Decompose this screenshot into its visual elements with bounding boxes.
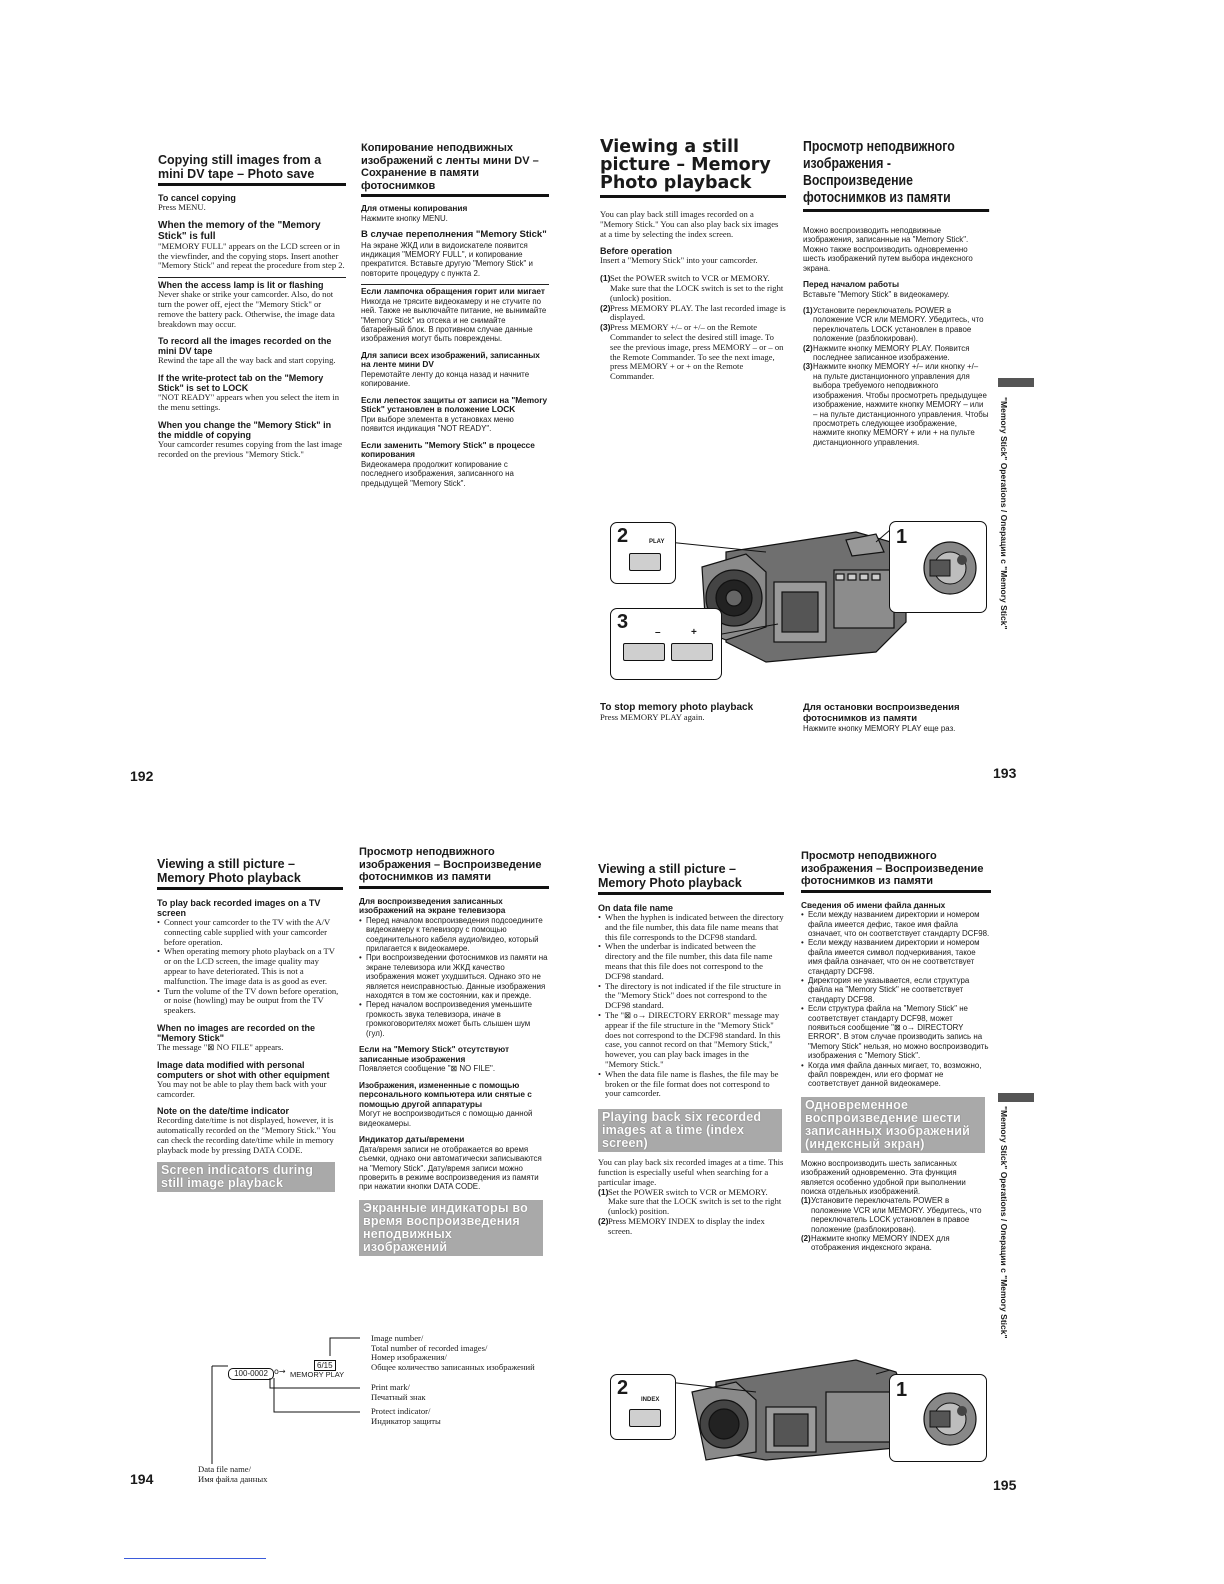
p194-en-date-text: Recording date/time is not displayed, however, it is automatically recorded on the "Memory Stick." You can check the recording date/time while in memory playback mode by pressing DATA CODE. [157, 1115, 336, 1155]
p195-en-column [598, 862, 784, 1237]
p192-ru-access-text: Никогда не трясите видеокамеру и не стучите по ней. Также не выключайте питание, не вынимайте "Memory Stick" из отсека и не снимайте батарейный блок. В противном случае данные изображения могут быть повреждены. [361, 296, 547, 344]
p193-ru-stop-text: Нажмите кнопку MEMORY PLAY еще раз. [803, 724, 956, 733]
p195-ru-title: Просмотр неподвижного изображения – Воспроизведение фотоснимков из памяти [801, 850, 991, 893]
play-label: PLAY [649, 539, 665, 545]
memory-index-button[interactable] [629, 1409, 661, 1427]
p194-ru-tv-list [359, 916, 549, 1038]
p194-en-tv-list [157, 918, 343, 1016]
p192-en-cancel-text: Press MENU. [158, 202, 206, 212]
p192-ru-change-heading: Если заменить "Memory Stick" в процессе копирования [361, 439, 535, 460]
caption-image-number: Image number/ Total number of recorded images/ Номер изображения/ Общее количество записанных изображений [371, 1333, 535, 1372]
memory-minus-button[interactable] [623, 643, 665, 661]
page-number-193: 193 [993, 765, 1017, 781]
p194-en-noimg-heading: When no images are recorded on the "Memory Stick" [157, 1022, 316, 1043]
p193-en-before-heading: Before operation [600, 246, 673, 257]
p193-ru-column [803, 138, 989, 447]
protect-key-icon: o→ [274, 1367, 286, 1376]
p193-en-before-text: Insert a "Memory Stick" into your camcorder. [600, 255, 758, 266]
p192-en-change-heading: When you change the "Memory Stick" in the middle of copying [158, 419, 332, 440]
step-item: (2) Нажмите кнопку MEMORY INDEX для отображения индексного экрана. [801, 1234, 950, 1253]
step-item: (2) Нажмите кнопку MEMORY PLAY. Появится последнее записанное изображение. [803, 343, 970, 363]
p194-ru-mod-text: Могут не воспроизводиться с помощью данной видеокамеры. [359, 1109, 533, 1128]
p193-en-stop [600, 703, 786, 723]
callout-step-3 [610, 608, 722, 680]
p194-en-date-heading: Note on the date/time indicator [157, 1106, 290, 1117]
p193-ru-title: Просмотр неподвижного изображения - Воспроизведение фотоснимков из памяти [803, 138, 989, 212]
p195-ru-steps [801, 1196, 991, 1252]
page-number-194: 194 [130, 1471, 154, 1487]
mode-indicator: MEMORY PLAY [290, 1370, 345, 1379]
p193-ru-stop [803, 703, 989, 733]
p193-en-stop-heading: To stop memory photo playback [600, 702, 754, 713]
caption-print-mark: Print mark/ Печатный знак [371, 1382, 426, 1402]
p194-en-mod-text: You may not be able to play them back with your camcorder. [157, 1078, 327, 1099]
p194-ru-date-heading: Индикатор даты/времени [359, 1134, 465, 1145]
p193-en-steps [600, 274, 786, 382]
p192-en-title: Copying still images from a mini DV tape – Photo save [158, 153, 346, 186]
step-item: (1) Установите переключатель POWER в положение VCR или MEMORY. Убедитесь, что переключатель LOCK установлен в правое положение (разблокирован). [801, 1196, 982, 1234]
p195-ru-column [801, 850, 991, 1253]
list-item: • Если между названием директории и номером файла имеется дефис, такое имя файла означает, что он соответствует стандарту DCF98. [801, 910, 991, 938]
p192-en-cancel-heading: To cancel copying [158, 193, 236, 203]
p194-ru-mod-heading: Изображения, измененные с помощью персонального компьютера или снятые с помощью другой аппаратуры [359, 1079, 532, 1109]
p193-ru-intro: Можно воспроизводить неподвижные изображения, записанные на "Memory Stick". Можно также воспроизводить одновременно шесть изображений путем выбора индексного экрана. [803, 226, 973, 273]
camcorder-body [702, 532, 906, 662]
list-item: • Если между названием директории и номером файла имеется символ подчеркивания, такое имя файла означает, что он не соответствует стандарту DCF98. [801, 938, 991, 976]
p194-ru-noimg-text: Появляется сообщение "⊠ NO FILE". [359, 1064, 496, 1074]
p192-en-record-text: Rewind the tape all the way back and start copying. [158, 355, 336, 366]
plus-label: + [691, 627, 697, 638]
p192-ru-record-text: Перемотайте ленту до конца назад и начните копирование. [361, 369, 530, 389]
callout-step-2-index [610, 1374, 676, 1440]
p192-en-access-text: Never shake or strike your camcorder. Also, do not turn the power off, eject the "Memory Stick" or remove the battery pack. Otherwise, the image data breakdown may occur. [158, 289, 335, 329]
callout-number: 1 [896, 526, 908, 548]
p194-en-noimg-text: The message "⊠ NO FILE" appears. [157, 1041, 284, 1052]
p192-ru-access-heading: Если лампочка обращения горит или мигает [361, 284, 549, 297]
list-item: • Connect your camcorder to the TV with the A/V connecting cable supplied with your camcorder before operation. [157, 918, 343, 947]
p192-ru-cancel-heading: Для отмены копирования [361, 203, 468, 213]
p194-en-tv-heading: To play back recorded images on a TV screen [157, 898, 321, 918]
list-item: • Директория не указывается, если структура файла на "Memory Stick" не соответствует стандарту DCF98. [801, 976, 991, 1004]
minus-label: – [655, 627, 661, 638]
p195-ru-index-text: Можно воспроизводить шесть записанных изображений одновременно. Эта функция является особенно удобной при выполнении поиска отдельных изображений. [801, 1158, 966, 1197]
list-item: • When the hyphen is indicated between the directory and the file number, this data file name means that this file corresponds to the DCF98 standard. [598, 913, 784, 942]
list-item: • When the data file name is flashes, the file may be broken or the file format does not correspond to your camcorder. [598, 1070, 784, 1099]
callout-number: 2 [617, 525, 629, 547]
section-tab [998, 1093, 1034, 1102]
p192-en-full-text: "MEMORY FULL" appears on the LCD screen or in the viewfinder, and the copying stops. Insert another "Memory Stick" and repeat the procedure from step 2. [158, 240, 345, 271]
p193-en-stop-text: Press MEMORY PLAY again. [600, 712, 705, 722]
p192-ru-change-text: Видеокамера продолжит копирование с последнего изображения, записанного на предыдущей "Memory Stick". [361, 459, 514, 488]
list-item: • Когда имя файла данных мигает, то, возможно, файл поврежден, или его формат не соответствует данной видеокамере. [801, 1061, 991, 1089]
p195-en-steps [598, 1188, 784, 1237]
p195-ru-df-heading: Сведения об имени файла данных [801, 899, 946, 910]
p192-en-record-heading: To record all the images recorded on the mini DV tape [158, 336, 332, 357]
p195-en-index-text: You can play back six recorded images at a time. This function is especially useful when searching for a particular image. [598, 1157, 784, 1187]
page-number-195: 195 [993, 1477, 1017, 1493]
p192-ru-protect-heading: Если лепесток защиты от записи на "Memory Stick" установлен в положение LOCK [361, 394, 548, 415]
list-item: • При воспроизведении фотоснимков из памяти на экране телевизора или ЖКД качество изображения может ухудшиться. Однако это не является неисправностью. Данные изображения находятся в том же состоянии, как и прежде. [359, 953, 549, 1000]
p192-en-column [158, 153, 346, 459]
p194-en-mod-heading: Image data modified with personal computers or shot with other equipment [157, 1059, 330, 1080]
p192-ru-full-heading: В случае переполнения "Memory Stick" [361, 229, 547, 240]
memory-plus-button[interactable] [671, 643, 713, 661]
list-item: • When the underbar is indicated between the directory and the file number, this data file name means that this file does not correspond to the DCF98 standard. [598, 942, 784, 981]
p192-ru-full-text: На экране ЖКД или в видоискателе появится индикация "MEMORY FULL", и копирование прекратится. Вставьте другую "Memory Stick" и повторите процедуру с пункта 2. [361, 240, 533, 278]
p194-en-column [157, 857, 343, 1192]
p195-en-df-list [598, 913, 784, 1099]
p192-en-access-heading: When the access lamp is lit or flashing [158, 277, 346, 290]
list-item: • Перед началом воспроизведения подсоедините видеокамеру к телевизору с помощью соединительного кабеля аудио/видео, который прилагается к видеокамере. [359, 916, 549, 954]
p193-en-title: Viewing a still picture – Memory Photo playback [600, 138, 786, 198]
caption-data-file-name: Data file name/ Имя файла данных [198, 1464, 268, 1484]
page-number-192: 192 [130, 768, 154, 784]
list-item: • When operating memory photo playback on a TV or on the LCD screen, the image quality may appear to have deteriorated. This is not a malfunction. The image data is as good as ever. [157, 947, 343, 986]
callout-step-1-index [889, 1374, 987, 1462]
step-item: (1) Установите переключатель POWER в положение VCR или MEMORY. Убедитесь, что переключатель LOCK установлен в правое положение (разблокирован). [803, 306, 984, 344]
step-item: (3) Нажмите кнопку MEMORY +/– или кнопку +/– на пульте дистанционного управления для выбора требуемого неподвижного изображения. Чтобы просмотреть предыдущее изображение, нажмите кнопку MEMORY – или – на пульте дистанционного управления. Чтобы просмотреть следующее изображение, нажмите кнопку MEMORY + или + на пульте дистанционного управления. [803, 362, 989, 447]
callout-step-2 [610, 522, 676, 584]
p192-ru-title: Копирование неподвижных изображений с ленты мини DV – Сохранение в памяти фотоснимков [361, 142, 549, 197]
step-item: (2) Press MEMORY INDEX to display the index screen. [598, 1215, 765, 1236]
p194-ru-title: Просмотр неподвижного изображения – Воспроизведение фотоснимков из памяти [359, 846, 549, 889]
screen-indicator-leader-lines [200, 1330, 380, 1470]
p194-ru-date-text: Дата/время записи не отображается во время съемки, однако они автоматически записываются на "Memory Stick". Дату/время записи можно проверить в режиме воспроизведения из памяти при нажатии кнопки DATA CODE. [359, 1144, 542, 1192]
p192-en-full-heading: When the memory of the "Memory Stick" is full [158, 219, 321, 242]
p194-ru-section-band: Экранные индикаторы во время воспроизведения неподвижных изображений [359, 1200, 543, 1256]
callout-step-1 [889, 521, 987, 613]
p192-ru-protect-text: При выборе элемента в установках меню появится индикация "NOT READY". [361, 414, 514, 434]
caption-protect-indicator: Protect indicator/ Индикатор защиты [371, 1406, 441, 1426]
memory-play-button[interactable] [629, 553, 661, 571]
p193-ru-steps [803, 306, 989, 447]
p194-en-title: Viewing a still picture – Memory Photo playback [157, 857, 343, 890]
list-item: • Если структура файла на "Memory Stick" не соответствует стандарту DCF98, может появиться сообщение "⊠ o→ DIRECTORY ERROR". В этом случае производить запись на "Memory Stick" нельзя, но можно воспроизводить изображения с "Memory Stick". [801, 1004, 991, 1060]
p193-side-label: "Memory Stick" Operations / Операции с "Memory Stick" [999, 397, 1009, 630]
index-label: INDEX [641, 1397, 660, 1403]
callout-number: 2 [617, 1377, 629, 1399]
power-switch-icon [918, 530, 980, 606]
list-item: • Turn the volume of the TV down before operation, or noise (howling) may be output from the TV speakers. [157, 987, 343, 1016]
p195-side-label: "Memory Stick" Operations / Операции с "Memory Stick" [999, 1106, 1009, 1339]
p193-ru-before-heading: Перед началом работы [803, 279, 900, 290]
p193-en-intro: You can play back still images recorded on a "Memory Stick." You can also play back six images at a time by selecting the index screen. [600, 209, 779, 239]
p192-ru-column [361, 142, 549, 488]
callout-number: 1 [896, 1379, 908, 1401]
step-item: (2) Press MEMORY PLAY. The last recorded image is displayed. [600, 302, 786, 323]
p192-en-protect-text: "NOT READY" appears when you select the item in the menu settings. [158, 392, 340, 412]
p195-ru-df-list [801, 910, 991, 1089]
section-tab [998, 378, 1034, 387]
list-item: • The directory is not indicated if the file structure in the "Memory Stick" does not correspond to the DCF98 standard. [598, 982, 784, 1011]
step-item: (1) Set the POWER switch to VCR or MEMORY. Make sure that the LOCK switch is set to the right (unlock) position. [598, 1186, 782, 1217]
step-item: (1) Set the POWER switch to VCR or MEMORY. Make sure that the LOCK switch is set to the right (unlock) position. [600, 273, 784, 303]
power-switch-icon [918, 1381, 980, 1457]
step-item: (3) Press MEMORY +/– or +/– on the Remote Commander to select the desired still image. To see the previous image, press MEMORY – or – on the Remote Commander. To see the next image, press MEMORY + or + on the Remote Commander. [600, 322, 784, 382]
p192-en-change-text: Your camcorder resumes copying from the last image recorded on the previous "Memory Stick." [158, 438, 343, 459]
p192-ru-record-heading: Для записи всех изображений, записанных на ленте мини DV [361, 349, 540, 370]
p193-en-column [600, 138, 786, 382]
file-name-indicator: 100-0002 [228, 1368, 274, 1380]
p193-ru-stop-heading: Для остановки воспроизведения фотоснимков из памяти [803, 702, 960, 724]
p194-ru-column [359, 846, 549, 1256]
p195-ru-section-band: Одновременное воспроизведение шести записанных изображений (индексный экран) [801, 1097, 985, 1153]
footer-rule [124, 1558, 266, 1559]
p195-en-section-band: Playing back six recorded images at a time (index screen) [598, 1109, 782, 1152]
p194-ru-noimg-heading: Если на "Memory Stick" отсутствуют записанные изображения [359, 1043, 510, 1064]
p192-ru-cancel-text: Нажмите кнопку MENU. [361, 213, 448, 223]
p192-en-protect-heading: If the write-protect tab on the "Memory Stick" is set to LOCK [158, 373, 324, 394]
p194-ru-tv-heading: Для воспроизведения записанных изображений на экране телевизора [359, 895, 506, 916]
p195-en-title: Viewing a still picture – Memory Photo playback [598, 862, 784, 895]
p195-en-df-heading: On data file name [598, 903, 674, 913]
p194-en-section-band: Screen indicators during still image playback [157, 1162, 335, 1192]
callout-number: 3 [617, 611, 629, 633]
p193-ru-before-text: Вставьте "Memory Stick" в видеокамеру. [803, 289, 950, 299]
list-item: • The "⊠ o→ DIRECTORY ERROR" message may appear if the file structure in the "Memory Stick" does not correspond to the DCF98 standard. In this case, you cannot record on that "Memory Stick," however, you can play back images in the "Memory Stick." [598, 1011, 784, 1070]
list-item: • Перед началом воспроизведения уменьшите громкость звука телевизора, иначе в громкоговорителях может быть слышен шум (гул). [359, 1000, 549, 1038]
image-count-indicator: 6/15 [314, 1360, 336, 1371]
